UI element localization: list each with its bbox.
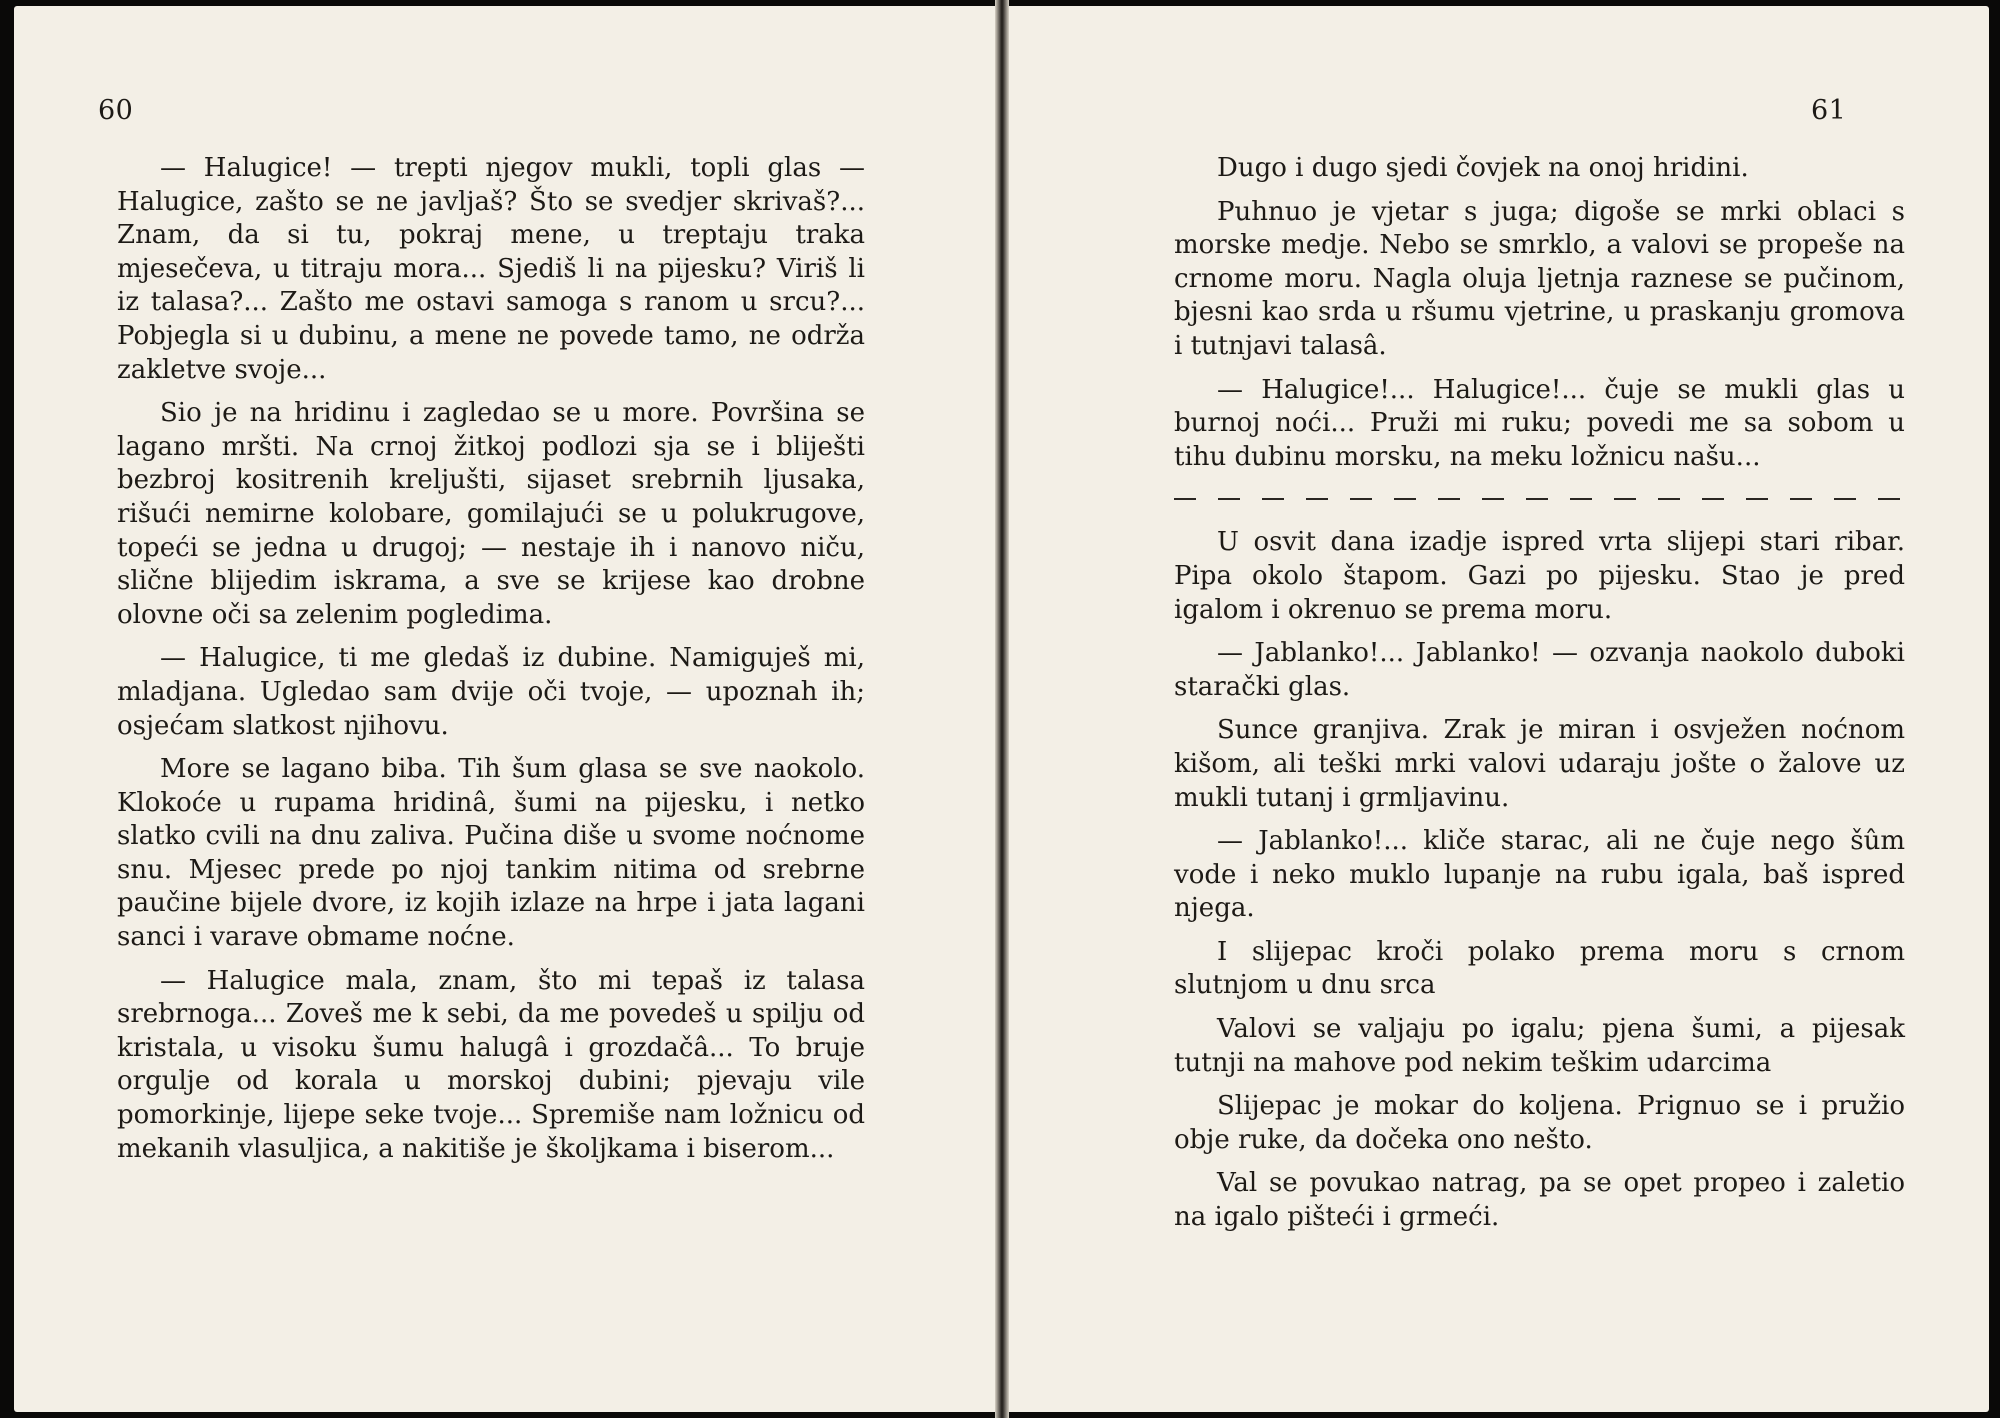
paragraph: — Halugice mala, znam, što mi tepaš iz talasa srebrnoga... Zoveš me k sebi, da me povedeš u spilju od kristala, u visoku šumu halugâ i grozdačâ... To bruje orgulje od korala u morskoj dubini; pjevaju vile pomorkinje, lijepe seke tvoje... Spremiše nam ložnicu od mekanih vlasuljica, a nakitiše je školjkama i biserom...: [117, 965, 865, 1164]
paragraph: — Jablanko!... Jablanko! — ozvanja naokolo duboki starački glas.: [1174, 638, 1905, 702]
paragraph: More se lagano biba. Tih šum glasa se sve naokolo. Klokoće u rupama hridinâ, šumi na pijesku, i netko slatko cvili na dnu zaliva. Pučina diše u svome noćnome snu. Mjesec prede po njoj tankim nitima od srebrne paučine bijele dvore, iz kojih izlaze na hrpe i jata lagani sanci i varave obmame noćne.: [117, 754, 865, 953]
paragraph: Sio je na hridinu i zagledao se u more. Površina se lagano mršti. Na crnoj žitkoj podlozi sja se i bliješti bezbroj kositrenih kreljušti, sijaset srebrnih ljusaka, rišući nemirne kolobare, gomilajući se u polukrugove, topeći se jedna u drugoj; — nestaje ih i nanovo niču, slične blijedim iskrama, a sve se krijese kao drobne olovne oči sa zelenim pogledima.: [117, 398, 865, 630]
paragraph: — Jablanko!... kliče starac, ali ne čuje nego šûm vode i neko muklo lupanje na rubu igala, baš ispred njega.: [1174, 826, 1905, 924]
right-page-text: [1174, 152, 1905, 1245]
section-divider: [1174, 484, 1905, 514]
paragraph: Sunce granjiva. Zrak je miran i osvježen noćnom kišom, ali teški mrki valovi udaraju jošte o žalove uz mukli tutanj i grmljavinu.: [1174, 715, 1905, 813]
paragraph: Puhnuo je vjetar s juga; digoše se mrki oblaci s morske medje. Nebo se smrklo, a valovi se propeše na crnome moru. Nagla oluja ljetnja raznese se pučinom, bjesni kao srda u ršumu vjetrine, u praskanju gromova i tutnjavi talasâ.: [1174, 196, 1905, 361]
paragraph: U osvit dana izadje ispred vrta slijepi stari ribar. Pipa okolo štapom. Gazi po pijesku. Stao je pred igalom i okrenuo se prema moru.: [1174, 527, 1905, 625]
page-number-right: 61: [1811, 95, 1847, 126]
paragraph: Val se povukao natrag, pa se opet propeo i zaletio na igalo pišteći i grmeći.: [1174, 1168, 1905, 1233]
book-gutter: [995, 0, 1009, 1418]
paragraph: — Halugice!... Halugice!... čuje se mukli glas u burnoj noći... Pruži mi ruku; povedi me sa sobom u tihu dubinu morsku, na meku ložnicu našu...: [1174, 374, 1905, 472]
paragraph: — Halugice! — trepti njegov mukli, topli glas — Halugice, zašto se ne javljaš? Što se svedjer skrivaš?... Znam, da si tu, pokraj mene, u treptaju traka mjesečeva, u titraju mora... Sjediš li na pijesku? Viriš li iz talasa?... Zašto me ostavi samoga s ranom u srcu?... Pobjegla si u dubinu, a mene ne povede tamo, ne održa zakletve svoje...: [117, 153, 865, 385]
page-number-left: 60: [98, 95, 134, 126]
paragraph: I slijepac kroči polako prema moru s crnom slutnjom u dnu srca: [1174, 936, 1905, 1001]
paragraph: Slijepac je mokar do koljena. Prignuo se i pružio obje ruke, da dočeka ono nešto.: [1174, 1091, 1905, 1155]
paragraph: Dugo i dugo sjedi čovjek na onoj hridini.: [1217, 153, 1749, 183]
paragraph: — Halugice, ti me gledaš iz dubine. Namiguješ mi, mladjana. Ugledao sam dvije oči tvoje, — upoznah ih; osjećam slatkost njihovu.: [117, 643, 865, 741]
left-page-text: [117, 152, 865, 1176]
paragraph: Valovi se valjaju po igalu; pjena šumi, a pijesak tutnji na mahove pod nekim teškim udarcima: [1174, 1014, 1905, 1078]
